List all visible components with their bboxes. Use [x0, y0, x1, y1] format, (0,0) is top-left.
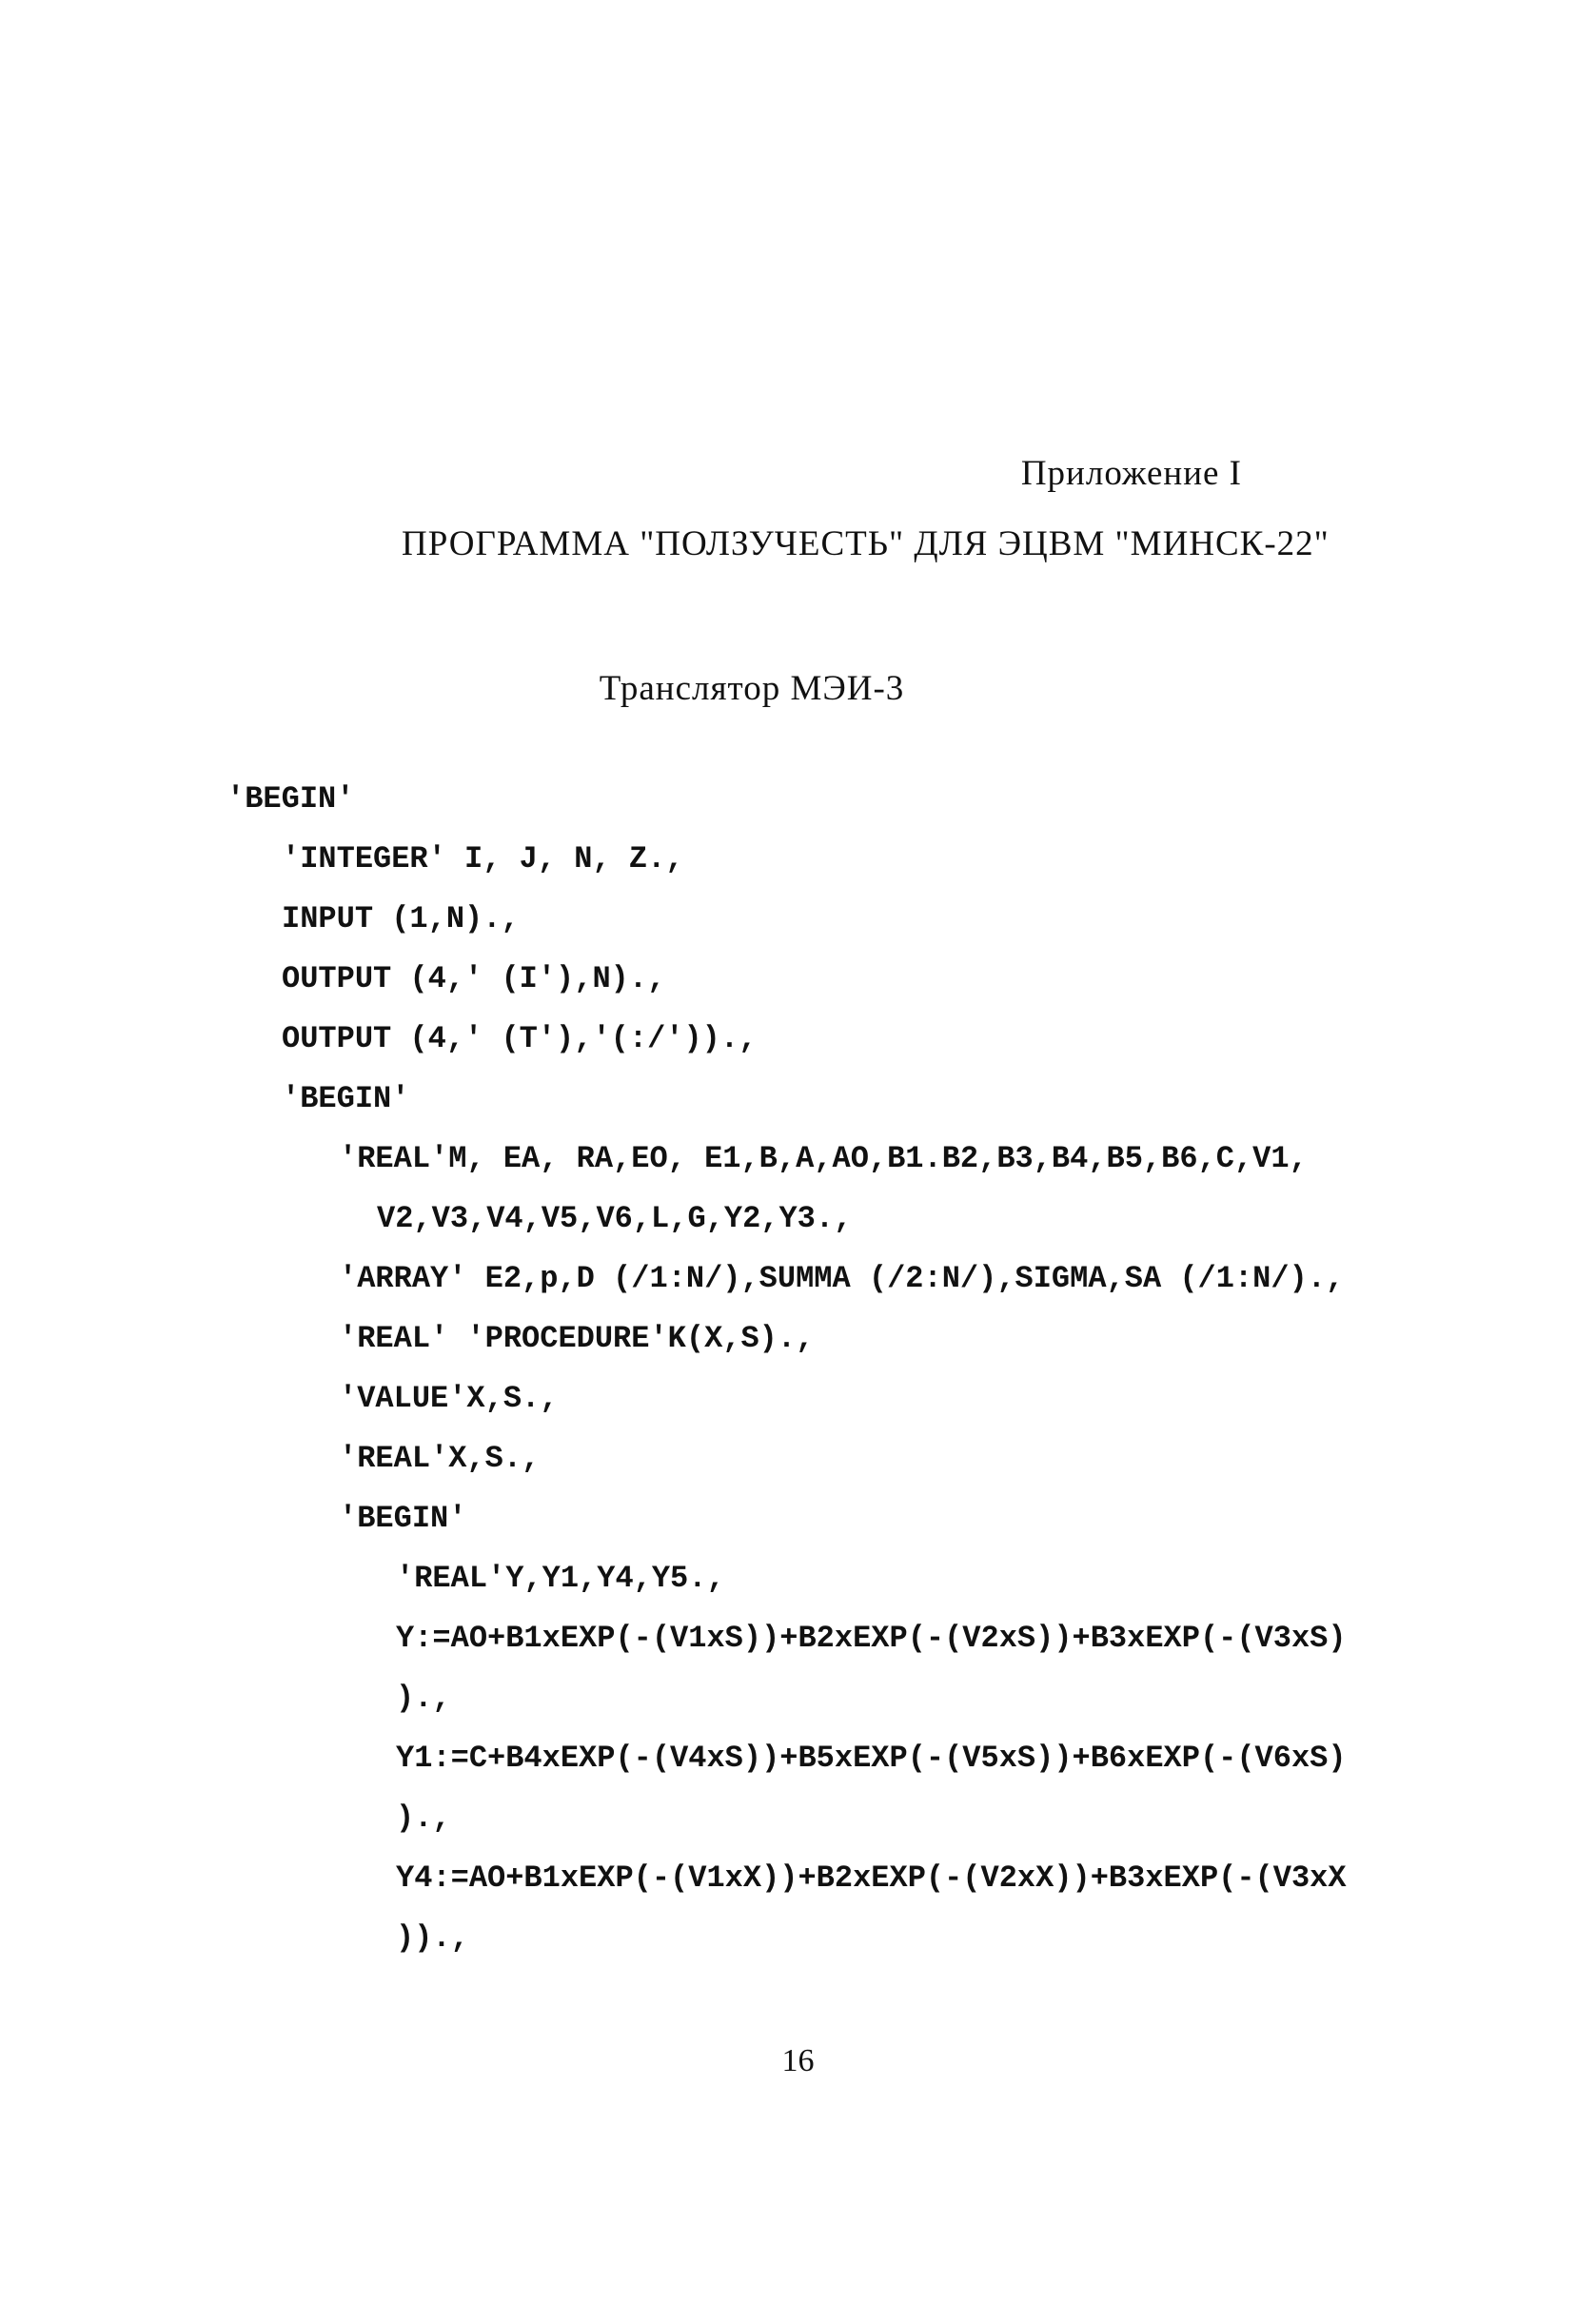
code-line: 'REAL'Y,Y1,Y4,Y5., — [396, 1561, 725, 1596]
code-line: Y4:=AO+B1xEXP(-(V1xX))+B2xEXP(-(V2xX))+B3xEXP(-(V3xX — [396, 1860, 1347, 1896]
code-line: )., — [396, 1681, 451, 1716]
code-line: V2,V3,V4,V5,V6,L,G,Y2,Y3., — [377, 1201, 853, 1236]
code-line: 'BEGIN' — [282, 1081, 410, 1116]
code-line: ))., — [396, 1920, 469, 1956]
code-line: 'ARRAY' E2,p,D (/1:N/),SUMMA (/2:N/),SIGMA,SA (/1:N/)., — [339, 1261, 1345, 1296]
code-line: 'REAL'M, EA, RA,EO, E1,B,A,AO,B1.B2,B3,B4,B5,B6,C,V1, — [339, 1141, 1308, 1176]
code-line: Y:=AO+B1xEXP(-(V1xS))+B2xEXP(-(V2xS))+B3xEXP(-(V3xS) — [396, 1621, 1347, 1656]
appendix-label: Приложение I — [1020, 454, 1242, 493]
code-line: Y1:=C+B4xEXP(-(V4xS))+B5xEXP(-(V5xS))+B6xEXP(-(V6xS) — [396, 1741, 1347, 1776]
code-line: 'BEGIN' — [227, 781, 355, 817]
translator-subtitle: Транслятор МЭИ-3 — [599, 669, 905, 708]
code-line: OUTPUT (4,' (T'),'(:/'))., — [282, 1021, 758, 1056]
code-line: 'VALUE'X,S., — [339, 1381, 559, 1416]
code-line: 'REAL'X,S., — [339, 1441, 541, 1476]
code-line: 'INTEGER' I, J, N, Z., — [282, 841, 684, 876]
page-number: 16 — [781, 2043, 815, 2078]
code-line: 'BEGIN' — [339, 1501, 467, 1536]
code-line: INPUT (1,N)., — [282, 901, 520, 936]
code-line: )., — [396, 1801, 451, 1836]
code-line: OUTPUT (4,' (I'),N)., — [282, 961, 666, 996]
code-listing — [227, 769, 1347, 1968]
code-line: 'REAL' 'PROCEDURE'K(X,S)., — [339, 1321, 815, 1356]
program-title: ПРОГРАММА "ПОЛЗУЧЕСТЬ" ДЛЯ ЭЦВМ "МИНСК-22" — [402, 524, 1330, 563]
